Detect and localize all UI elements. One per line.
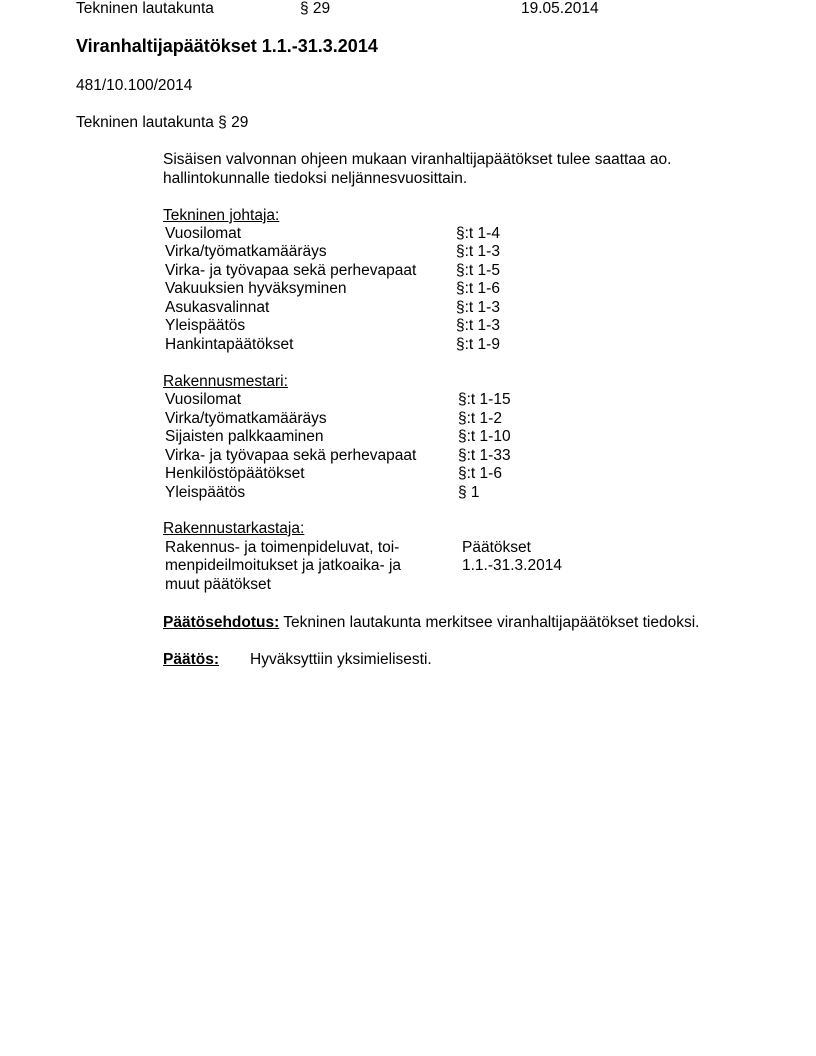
intro-line-1: Sisäisen valvonnan ohjeen mukaan viranhaltijapäätökset tulee saattaa ao. <box>163 151 672 168</box>
row-value-line: Päätökset <box>462 539 531 556</box>
decision-label: Päätös: <box>163 651 219 668</box>
row-value: § 1 <box>458 484 480 501</box>
row-label: Virka/työmatkamääräys <box>165 243 327 260</box>
proposal-label: Päätösehdotus: <box>163 614 280 631</box>
row-label: Hankintapäätökset <box>165 336 294 353</box>
row-label: Yleispäätös <box>165 317 246 334</box>
section-heading-tekninen-johtaja: Tekninen johtaja: <box>163 207 280 224</box>
row-value: §:t 1-2 <box>458 410 502 427</box>
row-value: §:t 1-3 <box>456 243 500 260</box>
row-value: §:t 1-3 <box>456 317 500 334</box>
section-heading-rakennustarkastaja: Rakennustarkastaja: <box>163 520 305 537</box>
proposal-text: Tekninen lautakunta merkitsee viranhaltijapäätökset tiedoksi. <box>283 614 700 631</box>
row-value: §:t 1-9 <box>456 336 500 353</box>
row-label: Virka- ja työvapaa sekä perhevapaat <box>165 447 417 464</box>
row-label-line: menpideilmoitukset ja jatkoaika- ja <box>165 557 402 574</box>
header-section: § 29 <box>300 0 331 17</box>
header-committee: Tekninen lautakunta <box>76 0 214 17</box>
row-value: §:t 1-33 <box>458 447 511 464</box>
row-value: §:t 1-3 <box>456 299 500 316</box>
row-value: §:t 1-5 <box>456 262 500 279</box>
row-label: Vakuuksien hyväksyminen <box>165 280 347 297</box>
row-label: Asukasvalinnat <box>165 299 270 316</box>
row-label-line: muut päätökset <box>165 576 271 593</box>
proposal <box>163 614 699 633</box>
row-label-line: Rakennus- ja toimenpideluvat, toi- <box>165 539 400 556</box>
row-label: Virka- ja työvapaa sekä perhevapaat <box>165 262 417 279</box>
row-label: Vuosilomat <box>165 225 242 242</box>
row-label: Virka/työmatkamääräys <box>165 410 327 427</box>
row-label: Sijaisten palkkaaminen <box>165 428 324 445</box>
row-value: §:t 1-15 <box>458 391 511 408</box>
committee-reference: Tekninen lautakunta § 29 <box>76 114 249 131</box>
section-heading-rakennusmestari: Rakennusmestari: <box>163 373 288 390</box>
row-value: §:t 1-4 <box>456 225 500 242</box>
row-label: Yleispäätös <box>165 484 246 501</box>
decision-text: Hyväksyttiin yksimielisesti. <box>250 651 432 668</box>
row-value-line: 1.1.-31.3.2014 <box>462 557 562 574</box>
header-date: 19.05.2014 <box>521 0 599 17</box>
row-value: §:t 1-10 <box>458 428 511 445</box>
row-value: §:t 1-6 <box>458 465 502 482</box>
row-value: §:t 1-6 <box>456 280 500 297</box>
row-label: Henkilöstöpäätökset <box>165 465 305 482</box>
page-title: Viranhaltijapäätökset 1.1.-31.3.2014 <box>76 36 378 56</box>
intro-line-2: hallintokunnalle tiedoksi neljännesvuosittain. <box>163 170 468 187</box>
diary-number: 481/10.100/2014 <box>76 77 193 94</box>
row-label: Vuosilomat <box>165 391 242 408</box>
